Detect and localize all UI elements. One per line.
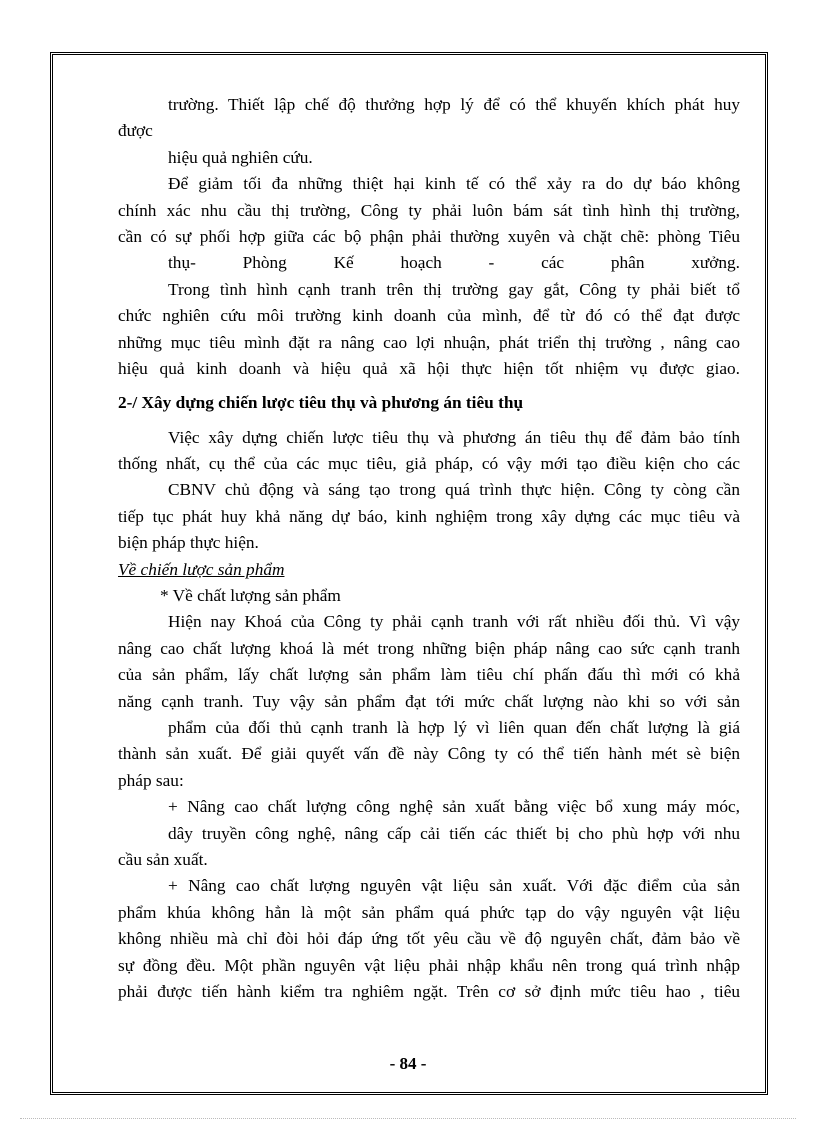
bullet-heading: * Về chất lượng sản phẩm bbox=[160, 586, 341, 606]
text-line: cầu sản xuất. bbox=[118, 849, 208, 869]
text-line: sự đồng đều. Một phần nguyên vật liệu phải nhập khẩu nên trong quá trình nhập bbox=[118, 955, 740, 975]
text-line: biện pháp thực hiện. bbox=[118, 533, 259, 553]
text-line: trường. Thiết lập chế độ thưởng hợp lý để có thể khuyến khích phát huy bbox=[168, 95, 740, 114]
text-line: hiệu quả kinh doanh và hiệu quả xã hội thực hiện tốt nhiệm vụ được giao. bbox=[118, 358, 740, 378]
text-line: phẩm của đối thủ cạnh tranh là hợp lý vì liên quan đến chất lượng là giá bbox=[168, 718, 740, 737]
paragraph-block-2 bbox=[118, 425, 740, 557]
text-line: + Nâng cao chất lượng công nghệ sản xuất bằng việc bổ xung máy móc, bbox=[168, 797, 740, 817]
text-line: + Nâng cao chất lượng nguyên vật liệu sản xuất. Với đặc điểm của sản bbox=[168, 876, 740, 896]
subsection-heading: Về chiến lược sản phẩm bbox=[118, 559, 285, 579]
text-line: CBNV chủ động và sáng tạo trong quá trình thực hiện. Công ty còng cần bbox=[168, 480, 740, 500]
paragraph-block-1 bbox=[118, 92, 740, 382]
text-line: thụ- Phòng Kế hoạch - các phân xưởng. bbox=[168, 253, 740, 273]
text-line: thống nhất, cụ thể của các mục tiêu, giả pháp, có vậy mới tạo điều kiện cho các bbox=[118, 454, 740, 474]
page-bottom-divider bbox=[20, 1118, 796, 1119]
text-line: Hiện nay Khoá của Công ty phải cạnh tranh với rất nhiều đối thủ. Vì vậy bbox=[168, 612, 740, 632]
page-number: - 84 - bbox=[389, 1054, 427, 1073]
text-line: pháp sau: bbox=[118, 770, 184, 790]
text-line: những mục tiêu mình đặt ra nâng cao lợi nhuận, phát triển thị trường , nâng cao bbox=[118, 332, 740, 352]
paragraph-block-3 bbox=[118, 609, 740, 1005]
text-line: Việc xây dựng chiến lược tiêu thụ và phương án tiêu thụ để đảm bảo tính bbox=[168, 427, 740, 447]
text-line: chức nghiên cứu môi trường kinh doanh của mình, để từ đó có thể đạt được bbox=[118, 306, 740, 326]
text-line: năng cạnh tranh. Tuy vậy sản phẩm đạt tới mức chất lượng nào khi so với sản bbox=[118, 691, 740, 711]
text-line: tiếp tục phát huy khả năng dự báo, kinh nghiệm trong xây dựng các mục tiêu và bbox=[118, 506, 740, 526]
text-line: hiệu quả nghiên cứu. bbox=[168, 147, 313, 167]
text-line: được bbox=[118, 121, 153, 141]
text-line: cần có sự phối hợp giữa các bộ phận phải thường xuyên và chặt chẽ: phòng Tiêu bbox=[118, 226, 740, 246]
text-line: Trong tình hình cạnh tranh trên thị trường gay gắt, Công ty phải biết tổ bbox=[168, 279, 740, 299]
text-line: phẩm khúa không hẳn là một sản phẩm quá phức tạp do vậy nguyên vật liệu bbox=[118, 902, 740, 922]
section-heading: 2-/ Xây dựng chiến lược tiêu thụ và phương án tiêu thụ bbox=[118, 393, 524, 413]
text-line: chính xác nhu cầu thị trường, Công ty phải luôn bám sát tình hình thị trường, bbox=[118, 200, 740, 220]
text-line: của sản phẩm, lấy chất lượng sản phẩm làm tiêu chí phấn đấu thì mới có khả bbox=[118, 665, 740, 685]
text-line: dây truyền công nghệ, nâng cấp cải tiến các thiết bị cho phù hợp với nhu bbox=[168, 823, 740, 843]
text-line: Để giảm tối đa những thiệt hại kinh tế có thể xảy ra do dự báo không bbox=[168, 174, 740, 194]
text-line: thành sản xuất. Để giải quyết vấn đề này Công ty có thể tiến hành mét sè biện bbox=[118, 744, 740, 764]
text-line: nâng cao chất lượng khoá là mét trong những biện pháp nâng cao sức cạnh tranh bbox=[118, 638, 740, 658]
page-body bbox=[118, 92, 740, 1005]
text-line: phải được tiến hành kiểm tra nghiêm ngặt. Trên cơ sở định mức tiêu hao , tiêu bbox=[118, 981, 740, 1001]
text-line: không nhiều mà chỉ đòi hỏi đáp ứng tốt yêu cầu về độ nguyên chất, đảm bảo về bbox=[118, 929, 740, 949]
